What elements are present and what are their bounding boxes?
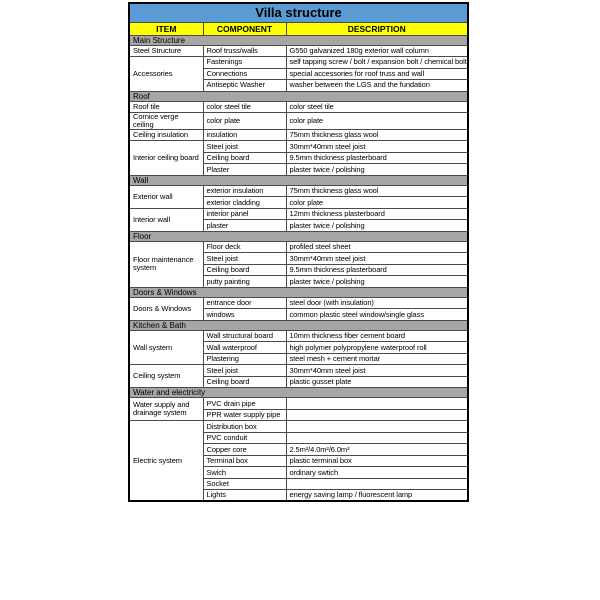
description-cell: color plate [286,197,468,209]
section-title: Main Structure [129,35,468,45]
component-cell: Plaster [203,164,286,176]
description-cell: plastic gusset plate [286,376,468,388]
component-cell: insulation [203,129,286,141]
component-cell: Socket [203,478,286,490]
item-cell: Interior ceiling board [129,141,203,176]
component-cell: Plastering [203,353,286,365]
component-cell: exterior cladding [203,197,286,209]
description-cell [286,398,468,410]
section-title: Wall [129,175,468,185]
description-cell: 9.5mm thickness plasterboard [286,264,468,276]
description-cell: ordinary swtich [286,467,468,479]
description-cell: 12mm thickness plasterboard [286,208,468,220]
item-cell: Wall system [129,330,203,365]
section-header-row [129,231,468,241]
table-row [129,141,468,153]
description-cell: common plastic steel window/single glass [286,309,468,321]
component-cell: Terminal box [203,455,286,467]
description-cell: high polymer polypropylene waterproof roll [286,342,468,354]
component-cell: Steel joist [203,253,286,265]
table-row [129,129,468,141]
component-cell: Swich [203,467,286,479]
column-header-item: ITEM [129,22,203,35]
item-cell: Doors & Windows [129,297,203,320]
component-cell: Wall structural board [203,330,286,342]
table-row [129,330,468,342]
item-cell: Roof tile [129,101,203,113]
component-cell: putty painting [203,276,286,288]
page-title: Villa structure [129,3,468,22]
component-cell: PVC drain pipe [203,398,286,410]
table-row [129,398,468,410]
table-row [129,297,468,309]
component-cell: entrance door [203,297,286,309]
component-cell: Distribution box [203,421,286,433]
section-header-row [129,287,468,297]
item-cell: Water supply and drainage system [129,398,203,421]
description-cell [286,421,468,433]
component-cell: interior panel [203,208,286,220]
description-cell: steel mesh + cement mortar [286,353,468,365]
description-cell: steel door (with insulation) [286,297,468,309]
description-cell: 30mm*40mm steel joist [286,141,468,153]
column-header-component: COMPONENT [203,22,286,35]
description-cell: 9.5mm thickness plasterboard [286,152,468,164]
table-row [129,113,468,130]
table-row [129,241,468,253]
section-title: Floor [129,231,468,241]
item-cell: Steel Structure [129,45,203,57]
item-cell: Exterior wall [129,185,203,208]
component-cell: Ceiling board [203,264,286,276]
description-cell: plaster twice / polishing [286,164,468,176]
description-cell: energy saving lamp / fluorescent lamp [286,490,468,502]
description-cell [286,478,468,490]
description-cell: plastic terminal box [286,455,468,467]
section-header-row [129,175,468,185]
item-cell: Accessories [129,57,203,92]
component-cell: Lights [203,490,286,502]
description-cell: special accessories for roof truss and wall [286,68,468,80]
item-cell: Floor maintenance system [129,241,203,287]
description-cell: 30mm*40mm steel joist [286,365,468,377]
item-cell: Cornice verge ceiling [129,113,203,130]
section-title: Kitchen & Bath [129,320,468,330]
item-cell: Electric system [129,421,203,502]
table-row [129,101,468,113]
component-cell: windows [203,309,286,321]
section-header-row [129,35,468,45]
component-cell: Steel joist [203,141,286,153]
component-cell: Floor deck [203,241,286,253]
description-cell: plaster twice / polishing [286,220,468,232]
component-cell: plaster [203,220,286,232]
component-cell: Connections [203,68,286,80]
table-row [129,45,468,57]
description-cell: color steel tile [286,101,468,113]
description-cell: 75mm thickness glass wool [286,129,468,141]
section-header-row [129,388,468,398]
description-cell: 75mm thickness glass wool [286,185,468,197]
description-cell: 10mm thickness fiber cement board [286,330,468,342]
table-body [129,35,468,501]
description-cell: plaster twice / polishing [286,276,468,288]
component-cell: Steel joist [203,365,286,377]
component-cell: Ceiling board [203,152,286,164]
table-row [129,185,468,197]
description-cell [286,432,468,444]
component-cell: Wall waterproof [203,342,286,354]
component-cell: Roof truss/walls [203,45,286,57]
component-cell: PVC conduit [203,432,286,444]
component-cell: color plate [203,113,286,130]
component-cell: Ceiling board [203,376,286,388]
table-title-row [129,3,468,22]
table-row [129,208,468,220]
component-cell: PPR water supply pipe [203,409,286,421]
table-row [129,57,468,69]
description-cell: color plate [286,113,468,130]
description-cell: G550 galvanized 180g exterior wall column [286,45,468,57]
component-cell: color steel tile [203,101,286,113]
item-cell: Ceiling system [129,365,203,388]
description-cell [286,409,468,421]
description-cell: self tapping screw / bolt / expansion bolt / chemical bolt [286,57,468,69]
description-cell: 30mm*40mm steel joist [286,253,468,265]
component-cell: Copper core [203,444,286,456]
component-cell: Fastenings [203,57,286,69]
description-cell: profiled steel sheet [286,241,468,253]
section-title: Doors & Windows [129,287,468,297]
column-header-row [129,22,468,35]
description-cell: washer between the LGS and the fundation [286,80,468,92]
item-cell: Ceiling insulation [129,129,203,141]
section-header-row [129,91,468,101]
section-title: Water and electricity [129,388,468,398]
villa-structure-table [128,2,469,502]
column-header-description: DESCRIPTION [286,22,468,35]
description-cell: 2.5m²/4.0m²/6.0m² [286,444,468,456]
component-cell: Antiseptic Washer [203,80,286,92]
table-row [129,421,468,433]
section-title: Roof [129,91,468,101]
section-header-row [129,320,468,330]
table-row [129,365,468,377]
component-cell: exterior insulation [203,185,286,197]
item-cell: Interior wall [129,208,203,231]
